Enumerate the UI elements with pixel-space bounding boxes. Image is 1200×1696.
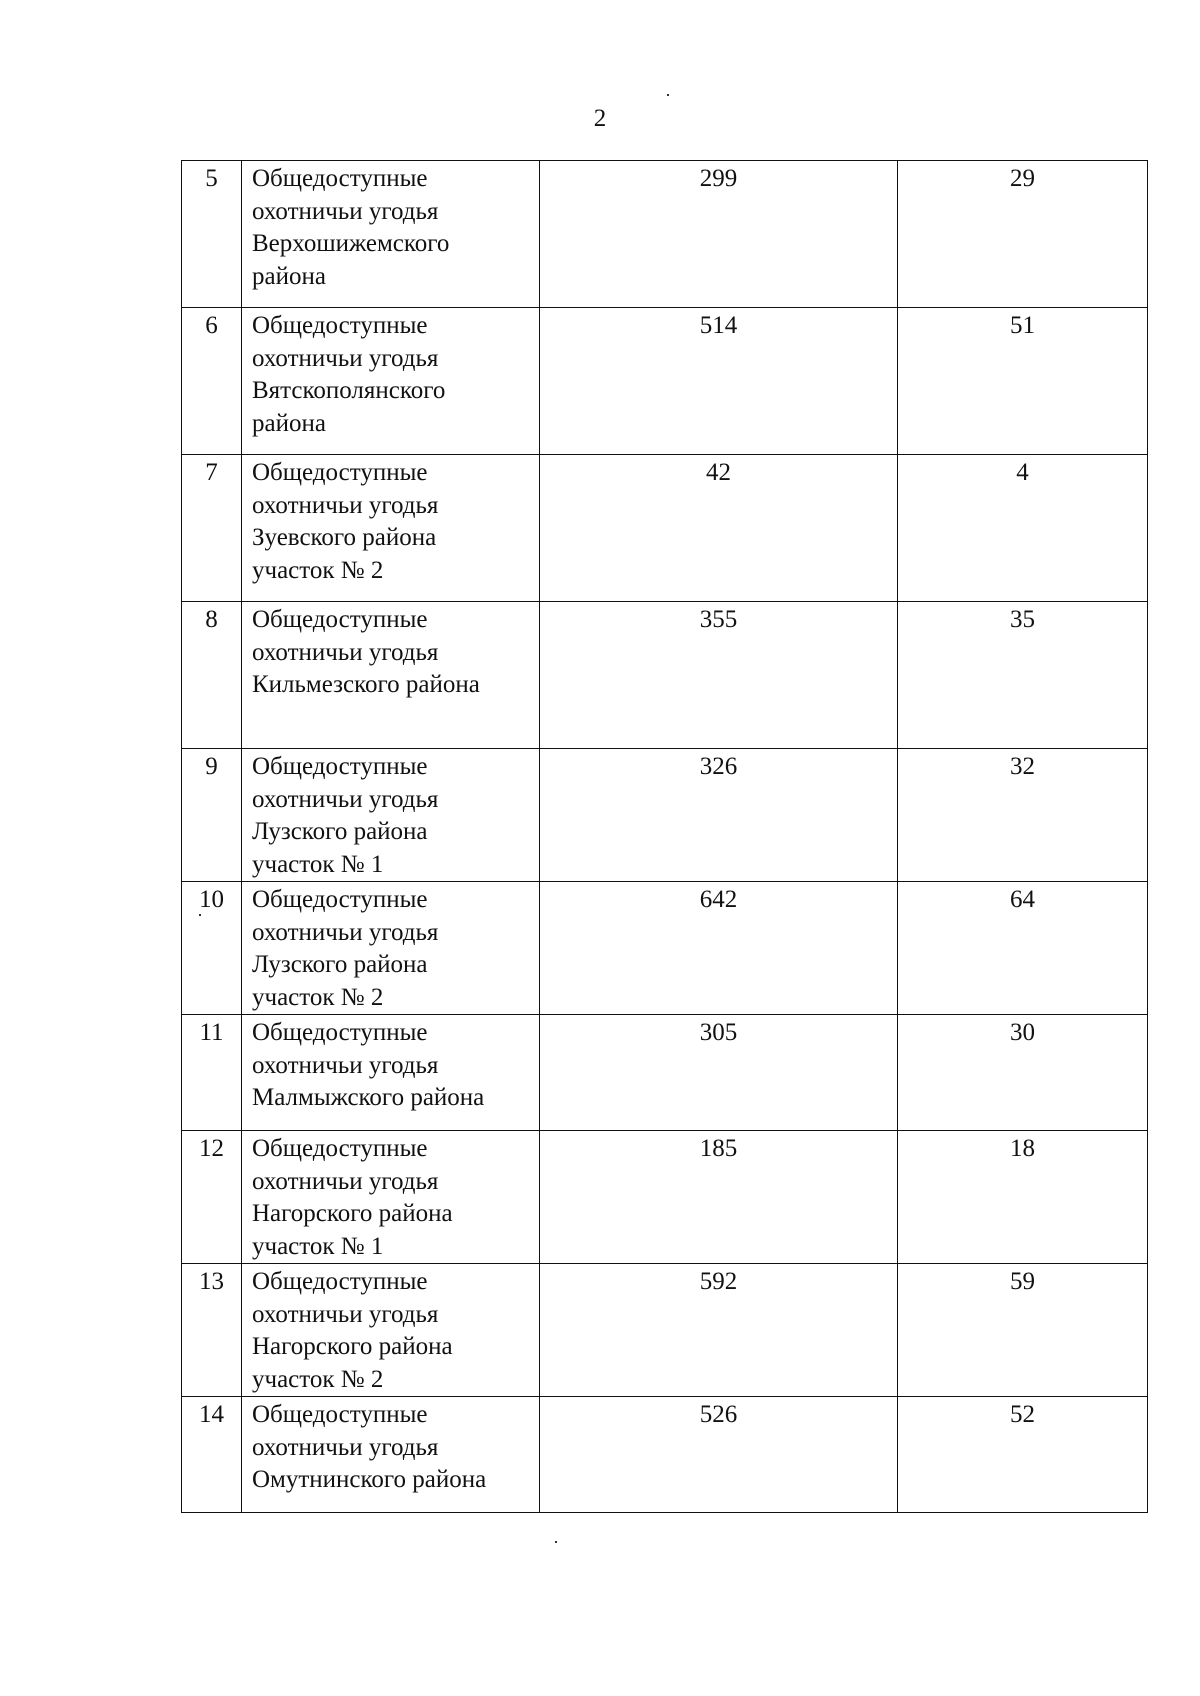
value-b-cell: 30 [898, 1015, 1148, 1131]
ground-name-cell [242, 1397, 540, 1513]
ground-name-line: Верхошижемского [252, 230, 450, 257]
value-a-cell: 185 [540, 1131, 898, 1264]
ground-name-line: охотничьи угодья [252, 491, 439, 519]
ground-name-cell [242, 455, 540, 602]
hunting-grounds-table [181, 160, 1148, 1513]
ground-name-cell [242, 1131, 540, 1264]
row-number-cell: 12 [182, 1131, 242, 1264]
value-b-cell: 4 [898, 455, 1148, 602]
value-a-cell: 42 [540, 455, 898, 602]
ground-name-cell [242, 161, 540, 308]
value-a-cell: 592 [540, 1264, 898, 1397]
value-a-cell: 642 [540, 882, 898, 1015]
ground-name-line: Общедоступные [252, 312, 428, 339]
ground-name-line: Лузского района [252, 951, 428, 978]
table-row [182, 749, 1148, 882]
value-a-cell: 305 [540, 1015, 898, 1131]
ground-name-cell [242, 749, 540, 882]
table-row [182, 1131, 1148, 1264]
ground-name-line: Лузского района [252, 818, 428, 845]
value-a-cell: 514 [540, 308, 898, 455]
ground-name-line: участок № 2 [252, 556, 384, 584]
ground-name-cell [242, 308, 540, 455]
ground-name-cell [242, 602, 540, 749]
ground-name-line: охотничьи угодья [252, 1167, 439, 1195]
value-a-cell: 299 [540, 161, 898, 308]
ground-name-line: участок № 2 [252, 1365, 384, 1393]
table-row [182, 161, 1148, 308]
ground-name-line: Общедоступные [252, 753, 428, 780]
row-number-cell: 5 [182, 161, 242, 308]
ground-name-line: Вятскополянского [252, 377, 446, 404]
row-number-cell: 14 [182, 1397, 242, 1513]
value-b-cell: 32 [898, 749, 1148, 882]
ground-name-line: Омутнинского района [252, 1466, 487, 1493]
ground-name-line: охотничьи угодья [252, 1051, 439, 1079]
ground-name-cell [242, 1264, 540, 1397]
ground-name-line: Малмыжского района [252, 1084, 485, 1111]
ground-name-line: Общедоступные [252, 1019, 428, 1046]
scan-speck [555, 1541, 557, 1543]
value-b-cell: 52 [898, 1397, 1148, 1513]
ground-name-line: Кильмезского района [252, 671, 480, 698]
ground-name-line: района [252, 409, 326, 437]
ground-name-line: участок № 2 [252, 983, 384, 1011]
value-b-cell: 18 [898, 1131, 1148, 1264]
ground-name-line: Нагорского района [252, 1333, 453, 1360]
ground-name-cell [242, 1015, 540, 1131]
value-b-cell: 29 [898, 161, 1148, 308]
ground-name-cell [242, 882, 540, 1015]
ground-name-line: охотничьи угодья [252, 1433, 439, 1461]
table-row [182, 602, 1148, 749]
row-number-cell: 9 [182, 749, 242, 882]
ground-name-line: Зуевского района [252, 524, 437, 551]
row-number-cell: 7 [182, 455, 242, 602]
ground-name-line: Нагорского района [252, 1200, 453, 1227]
value-a-cell: 526 [540, 1397, 898, 1513]
ground-name-line: Общедоступные [252, 459, 428, 486]
ground-name-line: охотничьи угодья [252, 344, 439, 372]
ground-name-line: участок № 1 [252, 850, 384, 878]
value-a-cell: 355 [540, 602, 898, 749]
value-b-cell: 59 [898, 1264, 1148, 1397]
ground-name-line: охотничьи угодья [252, 918, 439, 946]
value-b-cell: 64 [898, 882, 1148, 1015]
ground-name-line: охотничьи угодья [252, 197, 439, 225]
ground-name-line: района [252, 262, 326, 290]
table-row [182, 1397, 1148, 1513]
ground-name-line: охотничьи угодья [252, 1300, 439, 1328]
ground-name-line: Общедоступные [252, 1268, 428, 1295]
ground-name-line: охотничьи угодья [252, 638, 439, 666]
row-number-cell: 6 [182, 308, 242, 455]
row-number-cell: 11 [182, 1015, 242, 1131]
ground-name-line: Общедоступные [252, 1401, 428, 1428]
ground-name-line: участок № 1 [252, 1232, 384, 1260]
row-number-cell: 13 [182, 1264, 242, 1397]
table-row [182, 308, 1148, 455]
table-row [182, 455, 1148, 602]
row-number-cell: 8 [182, 602, 242, 749]
value-b-cell: 35 [898, 602, 1148, 749]
ground-name-line: Общедоступные [252, 886, 428, 913]
table-row [182, 882, 1148, 1015]
ground-name-line: Общедоступные [252, 1135, 428, 1162]
page-number: 2 [593, 105, 607, 132]
ground-name-line: Общедоступные [252, 606, 428, 633]
scan-speck [667, 94, 669, 96]
ground-name-line: Общедоступные [252, 165, 428, 192]
value-b-cell: 51 [898, 308, 1148, 455]
table-row [182, 1015, 1148, 1131]
ground-name-line: охотничьи угодья [252, 785, 439, 813]
value-a-cell: 326 [540, 749, 898, 882]
row-number-cell: 10 [182, 882, 242, 1015]
table-row [182, 1264, 1148, 1397]
